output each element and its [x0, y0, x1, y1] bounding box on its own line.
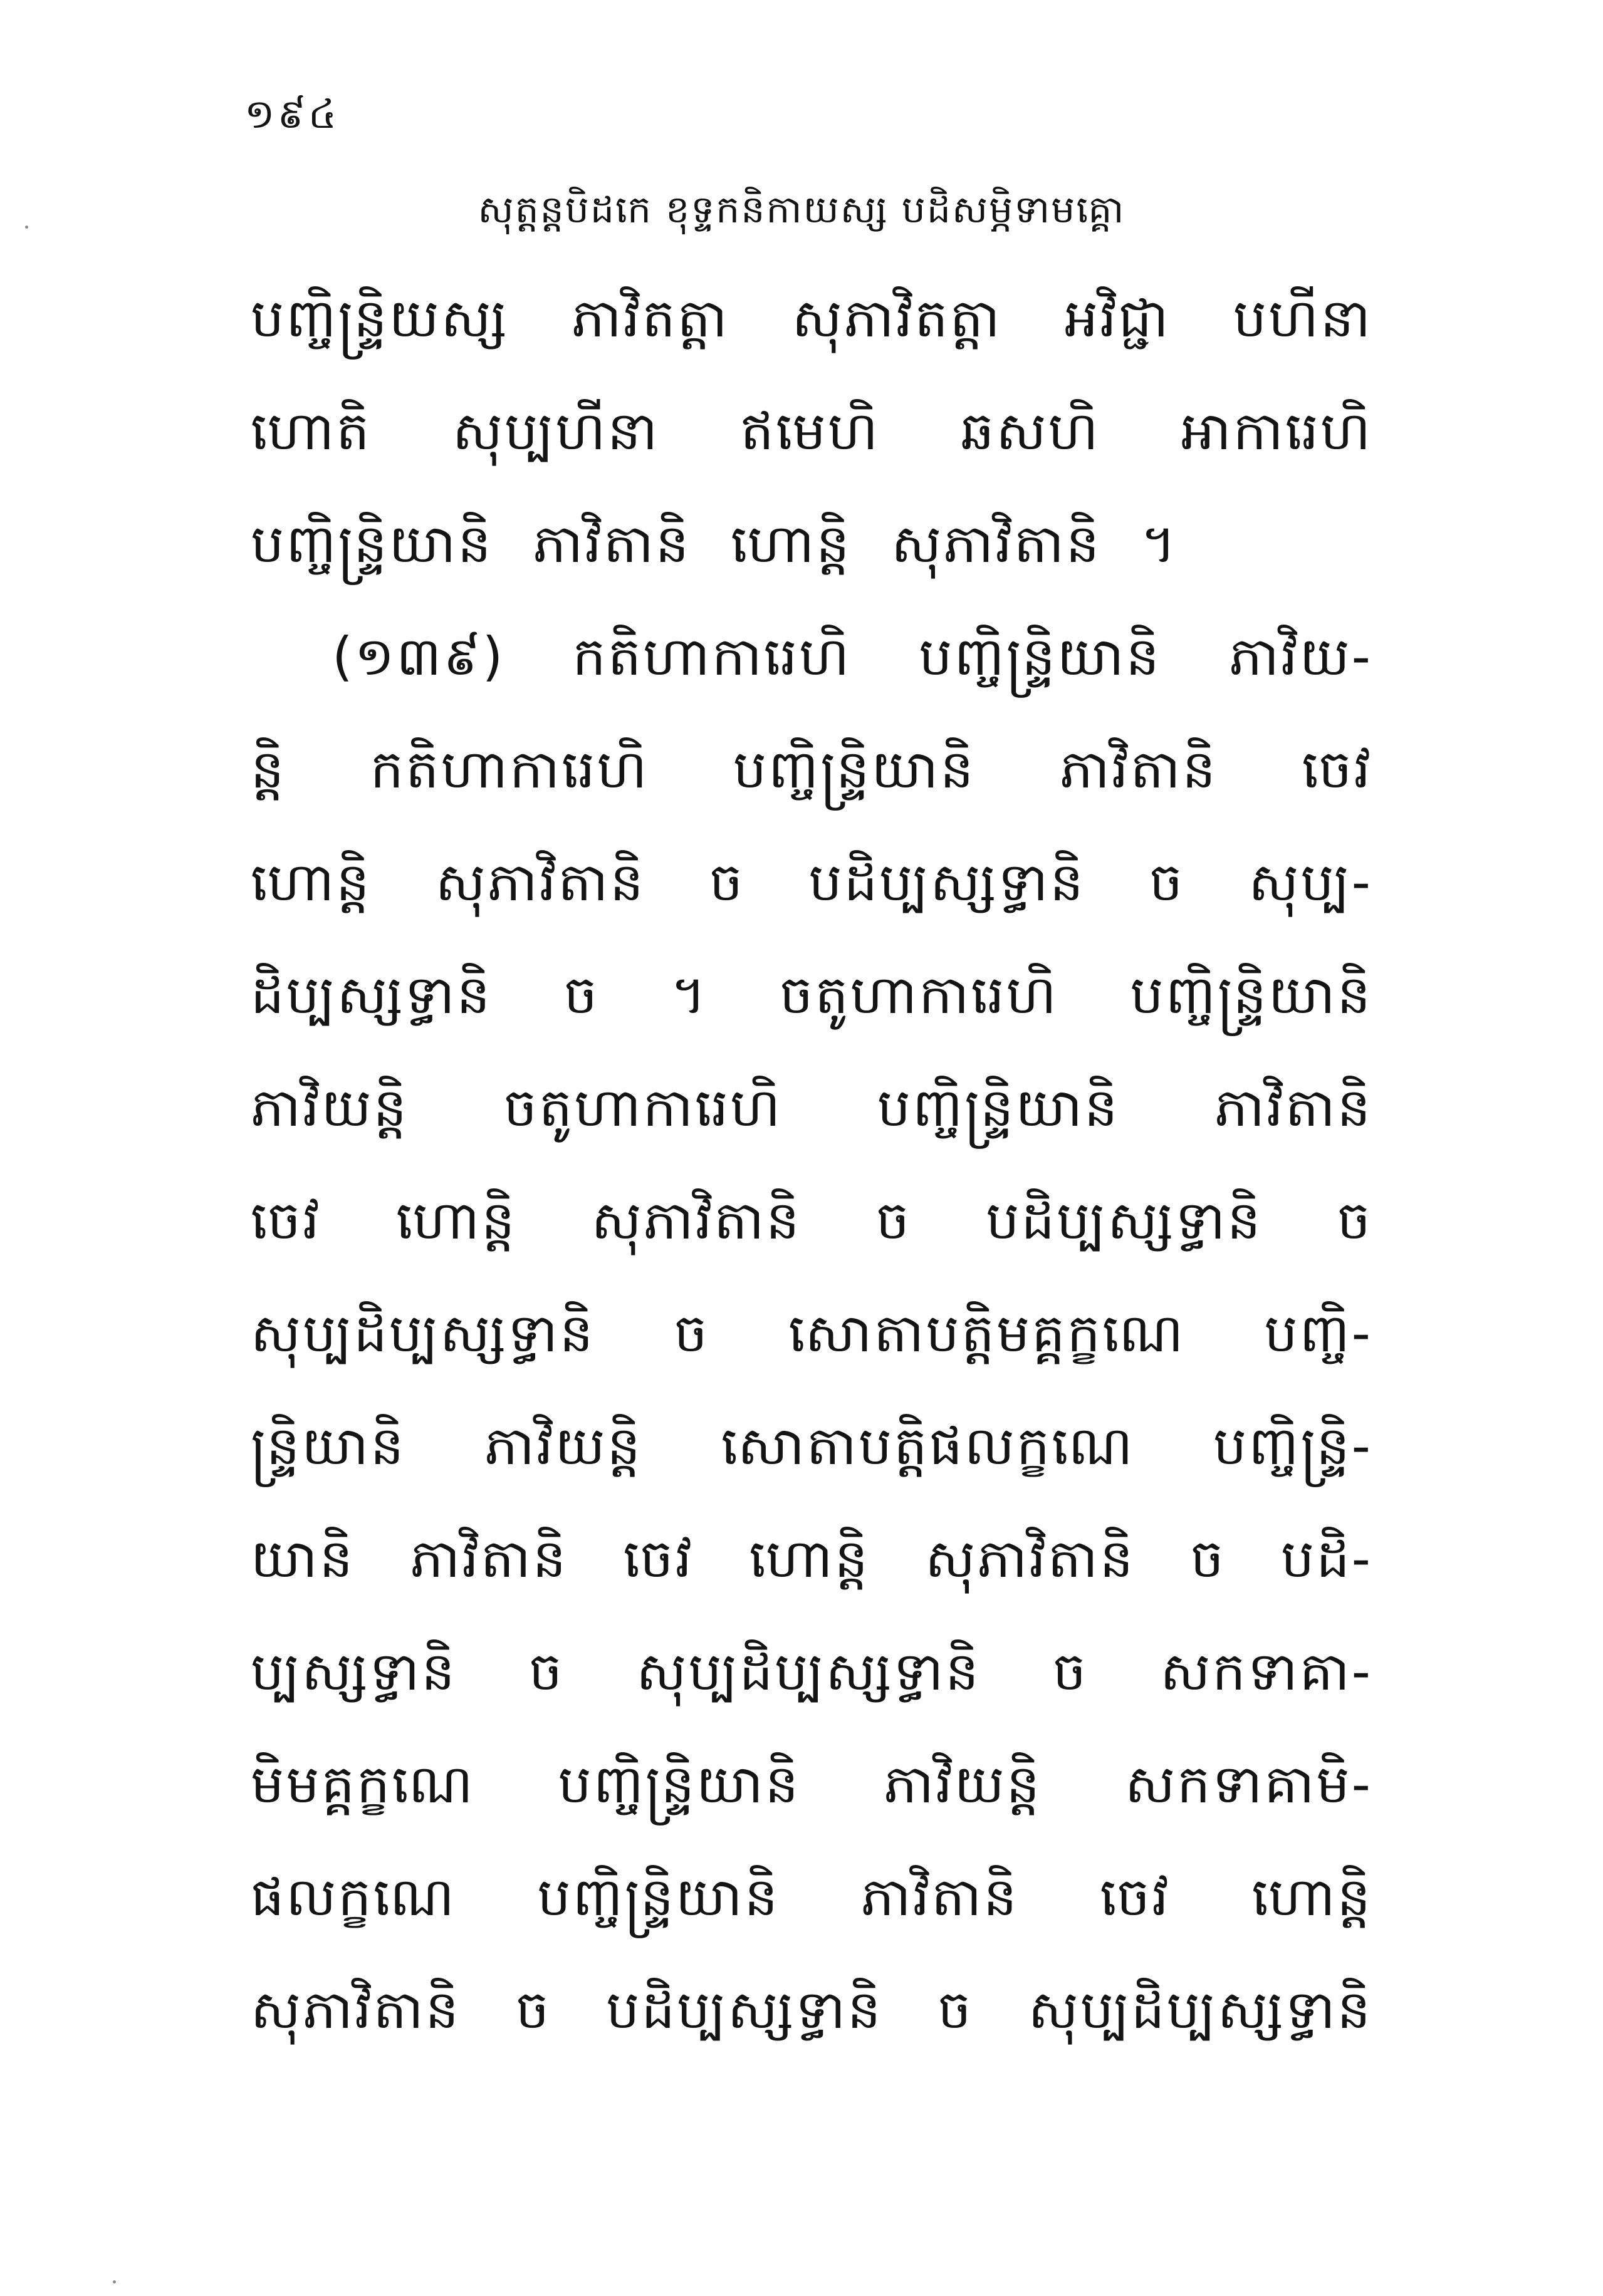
text-line: សុប្បដិប្បស្សទ្ធានិ ច សោតាបត្តិមគ្គក្ខណេ បញ្ចិ- — [251, 1302, 1372, 1364]
text-line: ហោន្តិ សុភាវិតានិ ច បដិប្បស្សទ្ធានិ ច សុប្ប- — [251, 851, 1372, 913]
text-line: ដិប្បស្សទ្ធានិ ច ។ ចតូហាការេហិ បញ្ចិន្ទ្រិយានិ — [251, 964, 1372, 1026]
running-header: សុត្តន្តបិដកេ ខុទ្ទកនិកាយស្ស បដិសម្ភិទាមគ្គោ — [478, 188, 1125, 232]
paragraph-start-line: (១៣៩) កតិហាការេហិ បញ្ចិន្ទ្រិយានិ ភាវិយ- — [332, 626, 1372, 687]
text-line: ចេវ ហោន្តិ សុភាវិតានិ ច បដិប្បស្សទ្ធានិ ច — [251, 1190, 1372, 1251]
text-line: សុភាវិតានិ ច បដិប្បស្សទ្ធានិ ច សុប្បដិប្បស្សទ្ធានិ — [251, 1979, 1372, 2040]
body-text — [251, 262, 1372, 2066]
text-line: ភាវិយន្តិ ចតូហាការេហិ បញ្ចិន្ទ្រិយានិ ភាវិតានិ — [251, 1077, 1372, 1138]
text-line: យានិ ភាវិតានិ ចេវ ហោន្តិ សុភាវិតានិ ច បដិ- — [251, 1528, 1372, 1589]
text-line: មិមគ្គក្ខណេ បញ្ចិន្ទ្រិយានិ ភាវិយន្តិ សកទាគាមិ- — [251, 1753, 1372, 1815]
text-line: ហោតិ សុប្បហីនា ឥមេហិ ឆសហិ អាការេហិ — [251, 400, 1372, 462]
text-line: បញ្ចិន្ទ្រិយានិ ភាវិតានិ ហោន្តិ សុភាវិតានិ ។ — [251, 513, 1178, 574]
text-line: ប្បស្សទ្ធានិ ច សុប្បដិប្បស្សទ្ធានិ ច សកទាគា- — [251, 1641, 1372, 1702]
text-line: ផលក្ខណេ បញ្ចិន្ទ្រិយានិ ភាវិតានិ ចេវ ហោន្តិ — [251, 1866, 1372, 1928]
scan-speck — [25, 226, 28, 229]
text-line: ន្តិ កតិហាការេហិ បញ្ចិន្ទ្រិយានិ ភាវិតានិ ចេវ — [251, 739, 1372, 800]
text-line: បញ្ចិន្ទ្រិយស្ស ភាវិតត្តា សុភាវិតត្តា អវិជ្ជា បហីនា — [251, 288, 1372, 349]
scan-speck — [113, 2280, 116, 2283]
page-number: ១៩៤ — [244, 91, 340, 138]
text-line: ន្ទ្រិយានិ ភាវិយន្តិ សោតាបត្តិផលក្ខណេ បញ្ចិន្ទ្រិ- — [251, 1415, 1372, 1477]
